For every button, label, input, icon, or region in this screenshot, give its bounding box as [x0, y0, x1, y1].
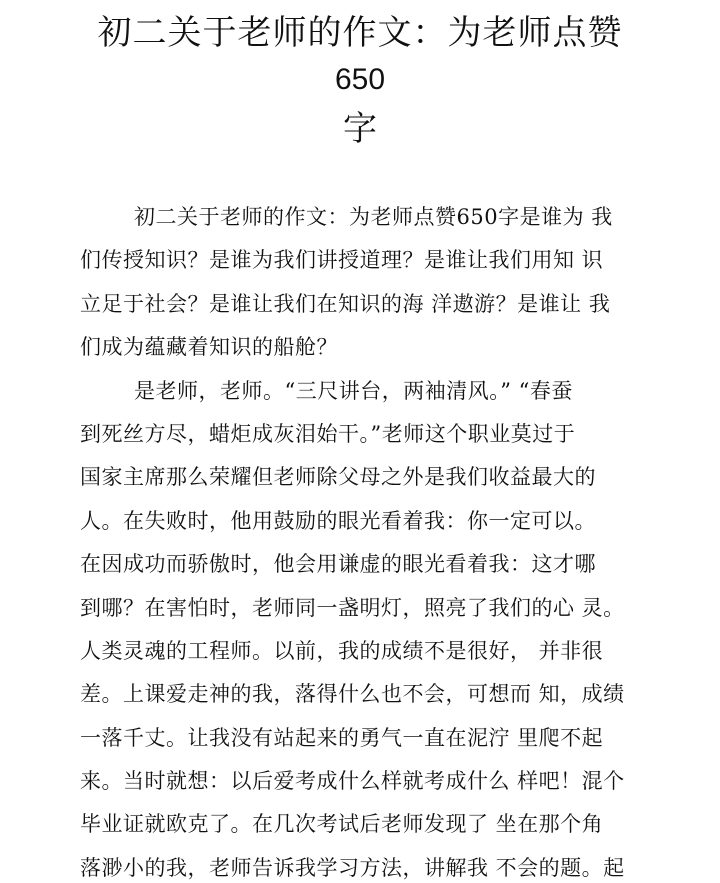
paragraph-2-line: 国家主席那么荣耀但老师除父母之外是我们收益最大的 [80, 465, 596, 490]
paragraph-2-line: 人。在失败时，他用鼓励的眼光看着我：你一定可以。 [80, 508, 596, 533]
paragraph-1-line: 们成为蕴藏着知识的船舱？ [80, 335, 338, 360]
paragraph-2-line: 来。当时就想：以后爱考成什么样就考成什么 样吧！混个 [80, 769, 625, 794]
paragraph-1-line: 立足于社会？是谁让我们在知识的海 洋遨游？是谁让 我 [80, 291, 611, 316]
paragraph-1-line: 们传授知识？是谁为我们讲授道理？是谁让我们用知 识 [80, 248, 604, 273]
paragraph-2-line: 到死丝方尽，蜡炬成灰泪始干。”老师这个职业莫过于 [80, 421, 576, 446]
paragraph-2-line: 到哪？在害怕时，老师同一盏明灯，照亮了我们的心 灵。 [80, 595, 625, 620]
document-title [0, 10, 720, 152]
title-line-3: 字 [343, 109, 377, 149]
paragraph-2-line: 差。上课爱走神的我，落得什么也不会，可想而 知，成绩 [80, 682, 625, 707]
paragraph-2-line: 人类灵魂的工程师。以前，我的成绩不是很好， 并非很 [80, 638, 604, 663]
title-line-2: 650 [334, 63, 386, 96]
paragraph-2-line: 一落千丈。让我没有站起来的勇气一直在泥泞 里爬不起 [80, 725, 604, 750]
title-line-1: 初二关于老师的作文：为老师点赞 [97, 13, 623, 53]
paragraph-2-line: 在因成功而骄傲时，他会用谦虚的眼光看着我：这才哪 [80, 552, 596, 577]
paragraph-2-line: 是老师，老师。“三尺讲台，两袖清风。” “春蚕 [134, 378, 573, 403]
document-body [80, 196, 660, 883]
paragraph-2-line: 落渺小的我，老师告诉我学习方法，讲解我 不会的题。起 [80, 855, 625, 880]
paragraph-2-line: 毕业证就欧克了。在几次考试后老师发现了 坐在那个角 [80, 812, 604, 837]
paragraph-1-line: 初二关于老师的作文：为老师点赞650字是谁为 我 [134, 205, 613, 229]
